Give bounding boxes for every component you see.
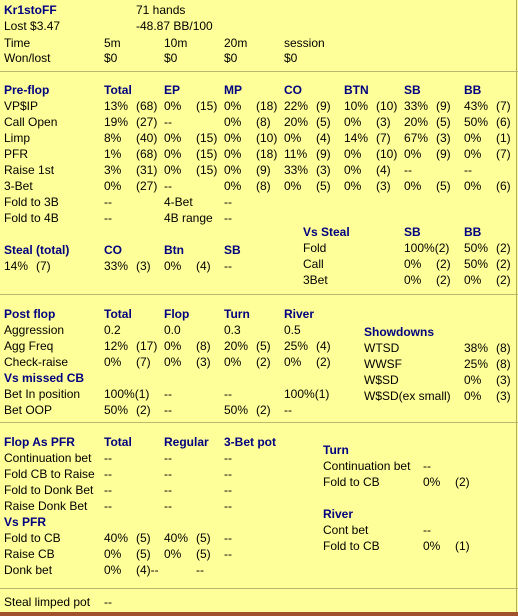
agg-freq-turn: 20% <box>224 339 249 353</box>
river-cb-label: Cont bet <box>323 523 369 537</box>
preflop-cell: (9) <box>256 163 271 177</box>
bet-oop-label: Bet OOP <box>4 403 53 417</box>
vs-steal-3bet-sb: 0% <box>404 273 422 287</box>
preflop-cell: 0% <box>344 163 362 177</box>
agg-freq-river: 25% <box>284 339 309 353</box>
preflop-cell: (15) <box>196 99 218 113</box>
vs-steal-3bet-bb: 0% <box>464 273 482 287</box>
divider <box>0 71 518 72</box>
preflop-cell: 0% <box>464 179 482 193</box>
bet-oop-turn-n: (2) <box>256 403 271 417</box>
flop-pfr-regular: -- <box>164 467 172 481</box>
preflop-cell: 20% <box>284 115 309 129</box>
fold-to-4b-value: -- <box>104 211 112 225</box>
divider <box>0 588 518 589</box>
four-bet-value: -- <box>224 195 232 209</box>
preflop-row-label: VP$IP <box>4 99 39 113</box>
flop-pfr-row-label: Fold to Donk Bet <box>4 483 94 497</box>
preflop-cell: 43% <box>464 99 489 113</box>
preflop-cell: 0% <box>284 179 302 193</box>
vs-pfr-total: 40% <box>104 531 129 545</box>
preflop-cell: (15) <box>196 163 218 177</box>
vs-pfr-total-n: (5) <box>136 531 151 545</box>
vs-pfr-3bet-pot: -- <box>196 563 204 577</box>
wwsf-n: (8) <box>496 357 511 371</box>
check-raise-river: 0% <box>284 355 302 369</box>
vs-steal-col-bb: BB <box>464 225 482 239</box>
preflop-cell: (6) <box>496 179 511 193</box>
bet-in-position-total: 100%(1) <box>104 387 150 401</box>
aggression-turn: 0.3 <box>224 323 241 337</box>
preflop-cell: -- <box>164 179 172 193</box>
river-fold-label: Fold to CB <box>323 539 380 553</box>
col-bb: BB <box>464 83 482 97</box>
preflop-cell: (10) <box>376 147 398 161</box>
steal-limped-label: Steal limped pot <box>4 595 91 609</box>
four-bet-range-label: 4B range <box>164 211 213 225</box>
check-raise-label: Check-raise <box>4 355 69 369</box>
wtsd-label: WTSD <box>364 341 400 355</box>
bet-in-position-flop: -- <box>164 387 172 401</box>
preflop-cell: (9) <box>316 99 331 113</box>
steal-co: 33% <box>104 259 129 273</box>
bet-oop-river: -- <box>284 403 292 417</box>
preflop-cell: 0% <box>464 147 482 161</box>
flop-pfr-col-total: Total <box>104 435 132 449</box>
turn-title: Turn <box>323 443 349 457</box>
turn-fold-label: Fold to CB <box>323 475 380 489</box>
flop-pfr-3bet-pot: -- <box>224 499 232 513</box>
preflop-cell: 8% <box>104 131 122 145</box>
preflop-cell: (4) <box>316 131 331 145</box>
preflop-cell: (3) <box>436 131 451 145</box>
bet-oop-flop: -- <box>164 403 172 417</box>
preflop-title: Pre-flop <box>4 83 50 97</box>
turn-cb-value: -- <box>423 459 431 473</box>
flop-pfr-total: -- <box>104 451 112 465</box>
preflop-cell: 67% <box>404 131 429 145</box>
preflop-cell: 0% <box>164 147 182 161</box>
preflop-cell: -- <box>164 115 172 129</box>
won-10m: $0 <box>164 51 178 65</box>
preflop-cell: 3% <box>104 163 122 177</box>
preflop-cell: 14% <box>344 131 369 145</box>
vs-pfr-regular-n: (5) <box>196 531 211 545</box>
wsd-ex-small-n: (3) <box>496 389 511 403</box>
flop-pfr-regular: -- <box>164 483 172 497</box>
wsd-ex-small-label: W$SD(ex small) <box>364 389 451 403</box>
agg-freq-label: Agg Freq <box>4 339 54 353</box>
vs-steal-title: Vs Steal <box>303 225 350 239</box>
preflop-cell: (7) <box>496 147 511 161</box>
vs-pfr-total: 0% <box>104 547 122 561</box>
divider <box>0 294 518 295</box>
check-raise-flop: 0% <box>164 355 182 369</box>
col-ep: EP <box>164 83 181 97</box>
preflop-cell: (9) <box>436 99 451 113</box>
vs-pfr-regular: 0% <box>164 547 182 561</box>
vs-pfr-total-n: (4)-- <box>136 563 159 577</box>
period-10m: 10m <box>164 36 188 50</box>
preflop-cell: (18) <box>256 99 278 113</box>
won-20m: $0 <box>224 51 238 65</box>
preflop-cell: (27) <box>136 115 158 129</box>
vs-pfr-3bet-pot: -- <box>224 531 232 545</box>
preflop-cell: (18) <box>256 147 278 161</box>
preflop-cell: -- <box>464 163 472 177</box>
preflop-cell: (27) <box>136 179 158 193</box>
preflop-cell: 50% <box>464 115 489 129</box>
bet-in-position-label: Bet In position <box>4 387 81 401</box>
preflop-cell: 0% <box>224 147 242 161</box>
flop-pfr-regular: -- <box>164 451 172 465</box>
won-5m: $0 <box>104 51 118 65</box>
preflop-cell: 0% <box>164 99 182 113</box>
preflop-row-label: 3-Bet <box>4 179 33 193</box>
preflop-row-label: Limp <box>4 131 31 145</box>
preflop-cell: 33% <box>404 99 429 113</box>
vs-pfr-row-label: Fold to CB <box>4 531 61 545</box>
preflop-cell: (3) <box>376 115 391 129</box>
check-raise-river-n: (2) <box>316 355 331 369</box>
flop-pfr-col-regular: Regular <box>164 435 209 449</box>
agg-freq-river-n: (4) <box>316 339 331 353</box>
agg-freq-flop: 0% <box>164 339 182 353</box>
steal-col-sb: SB <box>224 243 241 257</box>
steal-sb: -- <box>224 259 232 273</box>
river-cb-value: -- <box>423 523 431 537</box>
turn-fold-n: (2) <box>455 475 470 489</box>
preflop-cell: (5) <box>436 179 451 193</box>
preflop-cell: (8) <box>256 179 271 193</box>
wwsf-value: 25% <box>464 357 489 371</box>
check-raise-flop-n: (3) <box>196 355 211 369</box>
preflop-cell: 0% <box>464 131 482 145</box>
preflop-cell: 0% <box>224 115 242 129</box>
vs-steal-col-sb: SB <box>404 225 421 239</box>
steal-total-n: (7) <box>36 259 51 273</box>
vs-steal-call-bb-n: (2) <box>496 257 511 271</box>
preflop-cell: 0% <box>164 163 182 177</box>
vs-steal-fold-label: Fold <box>303 241 327 255</box>
postflop-title: Post flop <box>4 307 56 321</box>
flop-pfr-total: -- <box>104 499 112 513</box>
preflop-cell: (15) <box>196 147 218 161</box>
flop-pfr-total: -- <box>104 467 112 481</box>
preflop-cell: 0% <box>344 115 362 129</box>
col-btn: BTN <box>344 83 369 97</box>
check-raise-total: 0% <box>104 355 122 369</box>
flop-pfr-3bet-pot: -- <box>224 451 232 465</box>
wsd-ex-small-value: 0% <box>464 389 482 403</box>
fold-to-3b-label: Fold to 3B <box>4 195 59 209</box>
river-fold-n: (1) <box>455 539 470 553</box>
vs-steal-fold-sb: 100%(2) <box>404 241 450 255</box>
vs-steal-call-sb-n: (2) <box>436 257 451 271</box>
preflop-cell: 19% <box>104 115 129 129</box>
flop-pfr-row-label: Fold CB to Raise <box>4 467 95 481</box>
preflop-cell: (5) <box>316 115 331 129</box>
check-raise-total-n: (7) <box>136 355 151 369</box>
aggression-river: 0.5 <box>284 323 301 337</box>
vs-pfr-row-label: Donk bet <box>4 563 53 577</box>
preflop-cell: 0% <box>224 163 242 177</box>
preflop-cell: 0% <box>404 147 422 161</box>
bet-oop-turn: 50% <box>224 403 249 417</box>
preflop-cell: (40) <box>136 131 158 145</box>
preflop-cell: 22% <box>284 99 309 113</box>
vs-steal-fold-bb-n: (2) <box>496 241 511 255</box>
check-raise-turn-n: (2) <box>256 355 271 369</box>
preflop-cell: (68) <box>136 99 158 113</box>
turn-cb-label: Continuation bet <box>323 459 411 473</box>
divider <box>0 422 518 423</box>
agg-freq-total-n: (17) <box>136 339 158 353</box>
wsd-label: W$SD <box>364 373 399 387</box>
preflop-cell: (10) <box>376 99 398 113</box>
period-session: session <box>284 36 325 50</box>
flop-pfr-title: Flop As PFR <box>4 435 75 449</box>
flop-pfr-regular: -- <box>164 499 172 513</box>
steal-btn: 0% <box>164 259 182 273</box>
preflop-cell: (9) <box>436 147 451 161</box>
bet-oop-total-n: (2) <box>136 403 151 417</box>
flop-pfr-3bet-pot: -- <box>224 483 232 497</box>
preflop-row-label: Call Open <box>4 115 58 129</box>
hands-count: 71 hands <box>136 3 186 17</box>
aggression-flop: 0.0 <box>164 323 181 337</box>
agg-freq-total: 12% <box>104 339 129 353</box>
vs-pfr-total: 0% <box>104 563 122 577</box>
preflop-cell: 0% <box>344 147 362 161</box>
preflop-cell: -- <box>404 163 412 177</box>
river-title: River <box>323 507 354 521</box>
steal-btn-n: (4) <box>196 259 211 273</box>
bottom-border <box>0 612 518 616</box>
vs-steal-call-label: Call <box>303 257 324 271</box>
steal-total: 14% <box>4 259 29 273</box>
vs-steal-fold-bb: 50% <box>464 241 489 255</box>
flop-pfr-3bet-pot: -- <box>224 467 232 481</box>
col-mp: MP <box>224 83 242 97</box>
vs-pfr-title: Vs PFR <box>4 515 47 529</box>
aggression-total: 0.2 <box>104 323 121 337</box>
postflop-col-turn: Turn <box>224 307 250 321</box>
preflop-cell: (5) <box>436 115 451 129</box>
bet-in-position-river: 100%(1) <box>284 387 330 401</box>
bet-in-position-turn: -- <box>224 387 232 401</box>
steal-col-btn: Btn <box>164 243 184 257</box>
fold-to-4b-label: Fold to 4B <box>4 211 59 225</box>
preflop-cell: 0% <box>284 131 302 145</box>
preflop-cell: (7) <box>496 99 511 113</box>
flop-pfr-row-label: Raise Donk Bet <box>4 499 88 513</box>
wsd-value: 0% <box>464 373 482 387</box>
vs-steal-call-bb: 50% <box>464 257 489 271</box>
preflop-cell: 13% <box>104 99 129 113</box>
preflop-cell: 1% <box>104 147 122 161</box>
flop-pfr-col-3bet-pot: 3-Bet pot <box>224 435 276 449</box>
postflop-col-total: Total <box>104 307 132 321</box>
postflop-col-river: River <box>284 307 315 321</box>
steal-title: Steal (total) <box>4 243 70 257</box>
player-name: Kr1stoFF <box>4 3 57 17</box>
period-20m: 20m <box>224 36 248 50</box>
time-label: Time <box>4 36 31 50</box>
preflop-cell: (7) <box>376 131 391 145</box>
preflop-cell: (15) <box>196 131 218 145</box>
bet-oop-total: 50% <box>104 403 129 417</box>
preflop-cell: 0% <box>224 131 242 145</box>
vs-pfr-regular: 40% <box>164 531 189 545</box>
agg-freq-flop-n: (8) <box>196 339 211 353</box>
col-sb: SB <box>404 83 421 97</box>
preflop-cell: (9) <box>316 147 331 161</box>
river-fold-value: 0% <box>423 539 441 553</box>
bb-per-100: -48.87 BB/100 <box>136 19 213 33</box>
flop-pfr-total: -- <box>104 483 112 497</box>
preflop-cell: (3) <box>376 179 391 193</box>
steal-col-co: CO <box>104 243 122 257</box>
lost-amount: Lost $3.47 <box>4 19 61 33</box>
steal-co-n: (3) <box>136 259 151 273</box>
preflop-cell: (68) <box>136 147 158 161</box>
preflop-cell: (4) <box>376 163 391 177</box>
preflop-row-label: PFR <box>4 147 28 161</box>
preflop-cell: 0% <box>224 99 242 113</box>
vs-steal-3bet-label: 3Bet <box>303 273 328 287</box>
flop-pfr-row-label: Continuation bet <box>4 451 92 465</box>
turn-fold-value: 0% <box>423 475 441 489</box>
preflop-cell: 0% <box>404 179 422 193</box>
preflop-cell: 11% <box>284 147 308 161</box>
wtsd-value: 38% <box>464 341 489 355</box>
agg-freq-turn-n: (5) <box>256 339 271 353</box>
four-bet-label: 4-Bet <box>164 195 193 209</box>
vs-missed-cb-title: Vs missed CB <box>4 371 85 385</box>
wtsd-n: (8) <box>496 341 511 355</box>
preflop-cell: 0% <box>224 179 242 193</box>
preflop-cell: 0% <box>344 179 362 193</box>
preflop-cell: (31) <box>136 163 158 177</box>
preflop-cell: 0% <box>164 131 182 145</box>
steal-limped-value: -- <box>104 595 112 609</box>
aggression-label: Aggression <box>4 323 65 337</box>
preflop-cell: (6) <box>496 115 511 129</box>
vs-steal-3bet-sb-n: (2) <box>436 273 451 287</box>
vs-pfr-3bet-pot: -- <box>224 547 232 561</box>
preflop-cell: 0% <box>104 179 122 193</box>
four-bet-range-value: -- <box>224 211 232 225</box>
preflop-cell: 33% <box>284 163 309 177</box>
vs-steal-call-sb: 0% <box>404 257 422 271</box>
vs-pfr-regular-n: (5) <box>196 547 211 561</box>
col-total: Total <box>104 83 132 97</box>
vs-pfr-row-label: Raise CB <box>4 547 55 561</box>
wsd-n: (3) <box>496 373 511 387</box>
period-5m: 5m <box>104 36 121 50</box>
won-lost-label: Won/lost <box>4 51 51 65</box>
check-raise-turn: 0% <box>224 355 242 369</box>
vs-steal-3bet-bb-n: (2) <box>496 273 511 287</box>
preflop-cell: (3) <box>316 163 331 177</box>
won-session: $0 <box>284 51 298 65</box>
preflop-cell: (1) <box>496 131 511 145</box>
wwsf-label: WWSF <box>364 357 402 371</box>
preflop-cell: (8) <box>256 115 271 129</box>
vs-pfr-total-n: (5) <box>136 547 151 561</box>
preflop-cell: 10% <box>344 99 369 113</box>
postflop-col-flop: Flop <box>164 307 190 321</box>
col-co: CO <box>284 83 302 97</box>
preflop-cell: (10) <box>256 131 278 145</box>
showdowns-title: Showdowns <box>364 325 434 339</box>
fold-to-3b-value: -- <box>104 195 112 209</box>
preflop-cell: 20% <box>404 115 429 129</box>
preflop-row-label: Raise 1st <box>4 163 55 177</box>
preflop-cell: (5) <box>316 179 331 193</box>
